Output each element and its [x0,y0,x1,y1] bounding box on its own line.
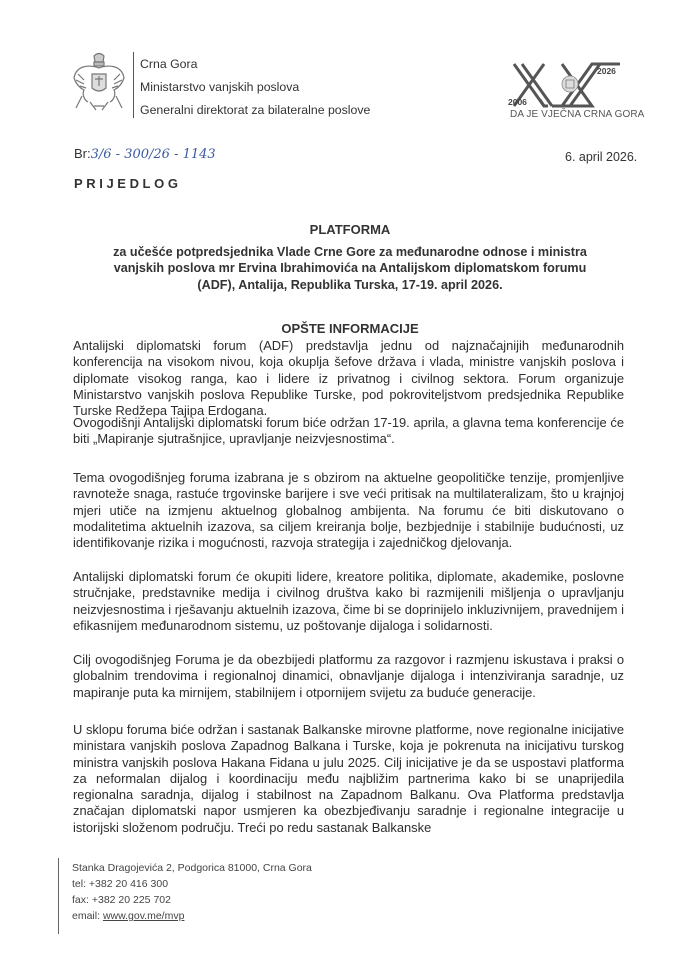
document-title: PLATFORMA [309,222,391,237]
subtitle-line: vanjskih poslova mr Ervina Ibrahimovića na Antalijskom diplomatskom forumu [113,261,587,276]
body-paragraph: Tema ovogodišnjeg foruma izabrana je s obzirom na aktuelne geopolitičke tenzije, promjenljive ravnoteže snaga, rastuće trgovinske barijere i sve veći pritisak na multilateralizam, što u krajnjoj mjeri utiče na izmjenu aktuelnog globalnog ambijenta. Na forumu će biti diskutovano o modalitetima aktuelnih izazova, sa ciljem kreiranja bolje, bezbjednije i stabilnije budućnosti, uz identifikovanje rizika i mogućnosti, razvoja strategija i zajedničkog djelovanja. [73,470,624,551]
subtitle-line: (ADF), Antalija, Republika Turska, 17-19. april 2026. [197,277,503,292]
document-date: 6. april 2026. [565,150,638,164]
document-type: PRIJEDLOG [74,176,182,191]
footer-email-label: email: [72,910,103,922]
montenegro-coat-of-arms-icon [70,50,128,116]
logo-caption: DA JE VJEČNA CRNA GORA [510,109,645,120]
country-name: Crna Gora [140,57,198,71]
footer-email [72,910,184,922]
logo-year-start: 2006 [508,97,527,107]
reference-number [74,146,216,162]
handwritten-reference-number: 3/6 - 300/26 - 1143 [90,147,216,162]
body-paragraph: U sklopu foruma biće održan i sastanak Balkanske mirovne platforme, nove regionalne inicijative ministara vanjskih poslova Zapadnog Balkana i Turske, koja je pokrenuta na inicijativu turskog ministra vanjskih poslova Hakana Fidana u julu 2025. Cilj inicijative je da se uspostavi platforma za neformalan dijalog i koordinaciju među najbližim partnerima kako bi se unaprijedila regionalna saradnja, dijalog i stabilnost na Zapadnom Balkanu. Ova Platforma predstavlja značajan diplomatski napor usmjeren ka obezbjeđivanju saradnje i regionalne integracije u istorijski složenom području. Treći po redu sastanak Balkanske [73,722,624,835]
section-heading: OPŠTE INFORMACIJE [281,321,419,336]
body-paragraph: Antalijski diplomatski forum će okupiti lidere, kreatore politika, diplomate, akademike, poslovne stručnjake, predstavnike medija i civilnog društva kako bi razmijenili mišljenja o upravljanju neizvjesnostima i rješavanju aktuelnih izazova, čime bi se doprinijelo inkluzivnijem, pravednijem i efikasnijem međunarodnom sistemu, uz poštovanje dijaloga i solidarnosti. [73,569,624,633]
footer-divider [58,858,59,934]
subtitle-line: za učešće potpredsjednika Vlade Crne Gore za međunarodne odnose i ministra [113,245,587,259]
body-paragraph: Ovogodišnji Antalijski diplomatski forum biće održan 17-19. aprila, a glavna tema konferencije će biti „Mapiranje sjutrašnjice, upravljanje neizvjesnostima“. [73,415,624,447]
letterhead-divider [133,52,134,118]
directorate-name: Generalni direktorat za bilateralne poslove [140,103,371,117]
footer-fax: fax: +382 20 225 702 [72,894,171,906]
reference-label: Br: [74,146,91,161]
footer-website-link[interactable]: www.gov.me/mvp [102,910,185,922]
footer-address: Stanka Dragojevića 2, Podgorica 81000, Crna Gora [72,862,312,874]
body-paragraph: Cilj ovogodišnjeg Foruma je da obezbijedi platformu za razgovor i razmjenu iskustava i praksi o globalnim trendovima i regionalnoj dinamici, obnavljanje dijaloga i intenziviranja saradnje, uz mapiranje puta ka mirnijem, stabilnijem i otpornijem svijetu za buduće generacije. [73,652,624,700]
logo-year-end: 2026 [597,66,616,76]
footer-tel: tel: +382 20 416 300 [72,878,169,890]
document-subtitle [60,244,640,293]
body-paragraph: Antalijski diplomatski forum (ADF) predstavlja jednu od najznačajnijih međunarodnih konferencija na visokom nivou, koja okuplja šefove država i vlada, ministre vanjskih poslova i diplomate visokog ranga, kao i lidere iz privatnog i civilnog sektora. Forum organizuje Ministarstvo vanjskih poslova Republike Turske, pod pokroviteljstvom predsjednika Republike Turske Redžepa Tajipa Erdogana. [73,338,624,419]
ministry-name: Ministarstvo vanjskih poslova [140,80,300,94]
